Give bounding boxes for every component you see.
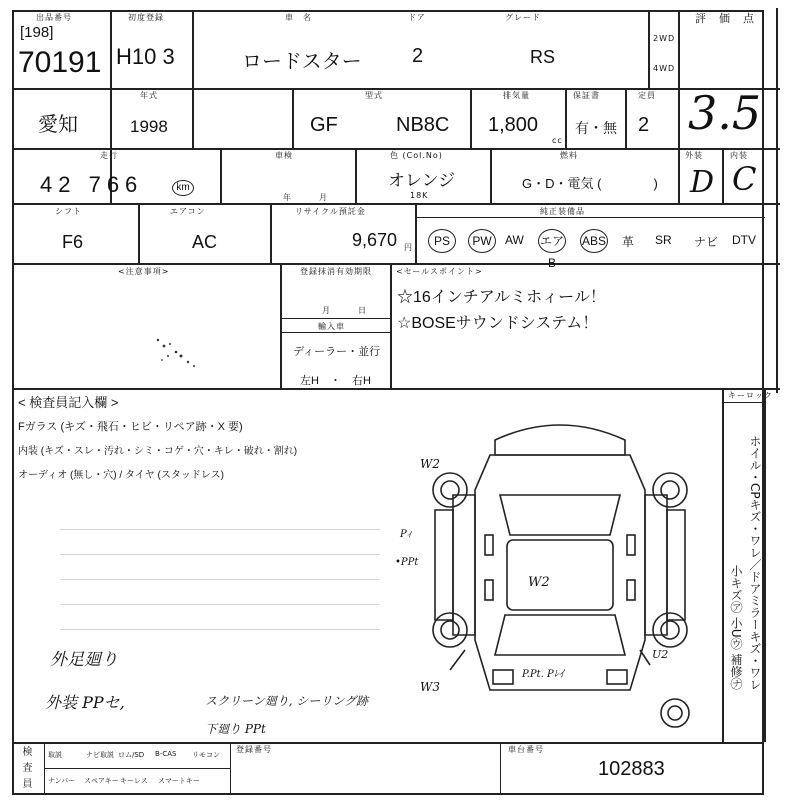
- handwritten-note-1: 外足廻り: [50, 650, 118, 670]
- mark-pray-left: Pｨ: [400, 529, 412, 540]
- car-diagram: [395, 400, 720, 730]
- grade-value: RS: [530, 47, 556, 67]
- chassis-no-label: 車台番号: [508, 745, 544, 754]
- col-line: [138, 203, 140, 263]
- fuel-label: 燃料: [560, 151, 578, 160]
- col-line: [722, 148, 724, 203]
- equipment-item: ナビ: [694, 235, 719, 249]
- inspector-line-2: 内装 (キズ・スレ・汚れ・シミ・コゲ・穴・キレ・破れ・割れ): [18, 446, 298, 457]
- score-value: 3.5: [688, 86, 762, 140]
- door-value: 2: [412, 45, 424, 67]
- aircon-label: エアコン: [170, 207, 206, 216]
- footer-item: スペアキー: [84, 777, 119, 785]
- row-line: [12, 263, 780, 265]
- first-reg-label: 初度登録: [128, 13, 164, 22]
- yen-unit: 円: [404, 243, 413, 252]
- footer-item: ナンバー: [48, 777, 76, 785]
- col-line: [220, 148, 222, 203]
- recycle-label: リサイクル預託金: [295, 207, 366, 216]
- shaken-label: 車検: [275, 151, 293, 160]
- chassis-number: 102883: [598, 758, 665, 780]
- color-label: 色 (Col.No): [390, 151, 443, 160]
- col-line: [192, 10, 194, 90]
- col-line: [678, 148, 680, 203]
- speckle-marks: [150, 330, 210, 375]
- mileage-label: 走行: [100, 151, 118, 160]
- sales-line-2: ☆BOSEサウンドシステム！: [397, 315, 599, 332]
- inspection-label: 保証書: [573, 91, 600, 100]
- color-value: オレンジ: [388, 171, 456, 190]
- row-line: [12, 203, 780, 205]
- col-line: [270, 203, 272, 263]
- side-note-2: 小キズ㋐ 小U㋒ 補修㋤: [729, 565, 743, 690]
- lot-number: 70191: [18, 46, 102, 79]
- footer-item: ナビ取説: [86, 751, 114, 759]
- capacity-value: 2: [638, 114, 650, 136]
- footer-item: 取説: [48, 751, 62, 759]
- score-label: 評 価 点: [695, 12, 755, 25]
- lot-no-label: 出品番号: [36, 13, 72, 22]
- sales-line-1: ☆16インチアルミホィール！: [397, 289, 606, 306]
- mark-ppt-bottom: P.Pt. Pﾚｲ: [522, 669, 564, 680]
- model-year-label: 年式: [140, 91, 158, 100]
- year-value: 1998: [130, 117, 168, 136]
- footer-kensa-label: 検査員: [20, 746, 31, 794]
- km-unit: km: [172, 180, 194, 196]
- inspector-line-3: オーディオ (無し・穴) / タイヤ (スタッドレス): [18, 470, 224, 481]
- col-line: [280, 263, 282, 388]
- equipment-item: DTV: [732, 233, 756, 247]
- int-grade: C: [732, 160, 757, 198]
- dealer-value: ディーラー・並行: [293, 346, 381, 358]
- ext-grade: D: [690, 165, 715, 200]
- cc-unit: cc: [552, 136, 563, 145]
- col-line: [490, 148, 492, 203]
- equipment-item: ABS: [580, 229, 608, 253]
- car-name-value: ロードスター: [242, 51, 362, 73]
- reg-no-label: 登録番号: [236, 745, 272, 754]
- col-line: [230, 742, 231, 795]
- recycle-value: 9,670: [352, 230, 398, 250]
- row-line: [280, 318, 390, 319]
- equipment-item: AW: [505, 233, 524, 247]
- aircon-value: AC: [192, 232, 218, 252]
- capacity-label: 定員: [638, 91, 656, 100]
- col-line: [678, 10, 680, 148]
- model-prefix: GF: [310, 114, 338, 136]
- warranty-value: 有・無: [575, 120, 617, 136]
- col-line: [355, 148, 357, 203]
- equip-underline: [415, 217, 765, 218]
- shaken-suffix: 年 月: [283, 193, 328, 202]
- handwritten-note-4: 下廻り PPt: [205, 722, 266, 736]
- mark-ppt-left: •PPt: [395, 557, 419, 568]
- row-line: [12, 388, 780, 390]
- location-value: 愛知: [38, 114, 78, 136]
- col-line: [500, 742, 501, 795]
- fuel-value: G・D・電気 ( ): [522, 176, 658, 191]
- col-line: [292, 88, 294, 148]
- footer-item: スマートキー: [158, 777, 200, 785]
- mark-w2-top: W2: [420, 457, 440, 471]
- drive-2wd-label: 2WD: [653, 34, 676, 43]
- grade-label: グレード: [505, 13, 541, 22]
- side-note-1: ホイル・CPキズ・ワレ／ドアミラーキズ・ワレ: [748, 435, 762, 691]
- col-line: [192, 88, 194, 148]
- mark-u2: U2: [652, 648, 669, 661]
- footer-item: B-CAS: [155, 750, 177, 758]
- int-label: 内装: [730, 151, 748, 160]
- row-line: [12, 88, 780, 90]
- footer-item: リモコン: [192, 751, 220, 759]
- inspector-label: < 検査員記入欄 >: [18, 395, 119, 410]
- col-line: [390, 263, 392, 388]
- color-code: 18K: [410, 191, 429, 200]
- inspector-line-1: Fガラス (キズ・飛石・ヒビ・リペア跡・X 要): [18, 421, 243, 433]
- ext-label: 外装: [685, 151, 703, 160]
- drive-4wd-label: 4WD: [653, 64, 676, 73]
- equipment-item: SR: [655, 233, 672, 247]
- shift-value: F6: [62, 232, 84, 252]
- lot-prefix: [198]: [20, 24, 54, 41]
- mark-w2-center: W2: [528, 575, 550, 590]
- col-line: [722, 388, 724, 742]
- mark-w3: W3: [420, 680, 440, 694]
- displacement-label: 排気量: [503, 91, 530, 100]
- shift-label: シフト: [55, 207, 82, 216]
- row-line: [44, 768, 230, 769]
- handle-value: 左H ・ 右H: [300, 375, 371, 387]
- equipment-item: エアB: [538, 229, 566, 253]
- col-line: [415, 203, 417, 263]
- handwritten-note-2: 外装 PPセ,: [45, 693, 125, 712]
- import-label: 輸入車: [318, 322, 345, 331]
- equipment-label: 純正装備品: [540, 207, 585, 216]
- reg-expiry-label: 登録抹消有効期限: [300, 267, 372, 276]
- right-border: [776, 8, 778, 393]
- car-name-label: 車 名: [285, 13, 312, 22]
- row-line: [280, 332, 390, 333]
- chassis-label: 型式: [365, 91, 383, 100]
- col-line: [470, 88, 472, 148]
- reg-month-day: 月 日: [322, 306, 367, 315]
- footer-item: ロム/SD: [118, 751, 145, 759]
- equipment-item: PS: [428, 229, 456, 253]
- notes-label: <注意事項>: [118, 267, 170, 276]
- equipment-item: PW: [468, 229, 496, 253]
- door-label: ドア: [408, 13, 426, 22]
- model-code: NB8C: [396, 114, 450, 136]
- first-reg-value: H10 3: [116, 44, 175, 69]
- displacement-value: 1,800: [488, 114, 539, 136]
- mileage-value: 42 766: [40, 172, 144, 197]
- col-line: [565, 88, 567, 148]
- keylock-label: キーロック: [728, 391, 773, 400]
- handwritten-note-3: スクリーン廻り, シーリング跡: [205, 694, 369, 708]
- sales-point-label: <セールスポイント>: [396, 267, 483, 276]
- col-line: [764, 388, 766, 742]
- row-line: [722, 402, 766, 403]
- footer-item: キーレス: [120, 777, 148, 785]
- col-line: [648, 10, 650, 90]
- row-line: [12, 742, 764, 744]
- equipment-item: 革: [622, 235, 635, 249]
- dotted-lines: [60, 505, 380, 645]
- col-line: [625, 88, 627, 148]
